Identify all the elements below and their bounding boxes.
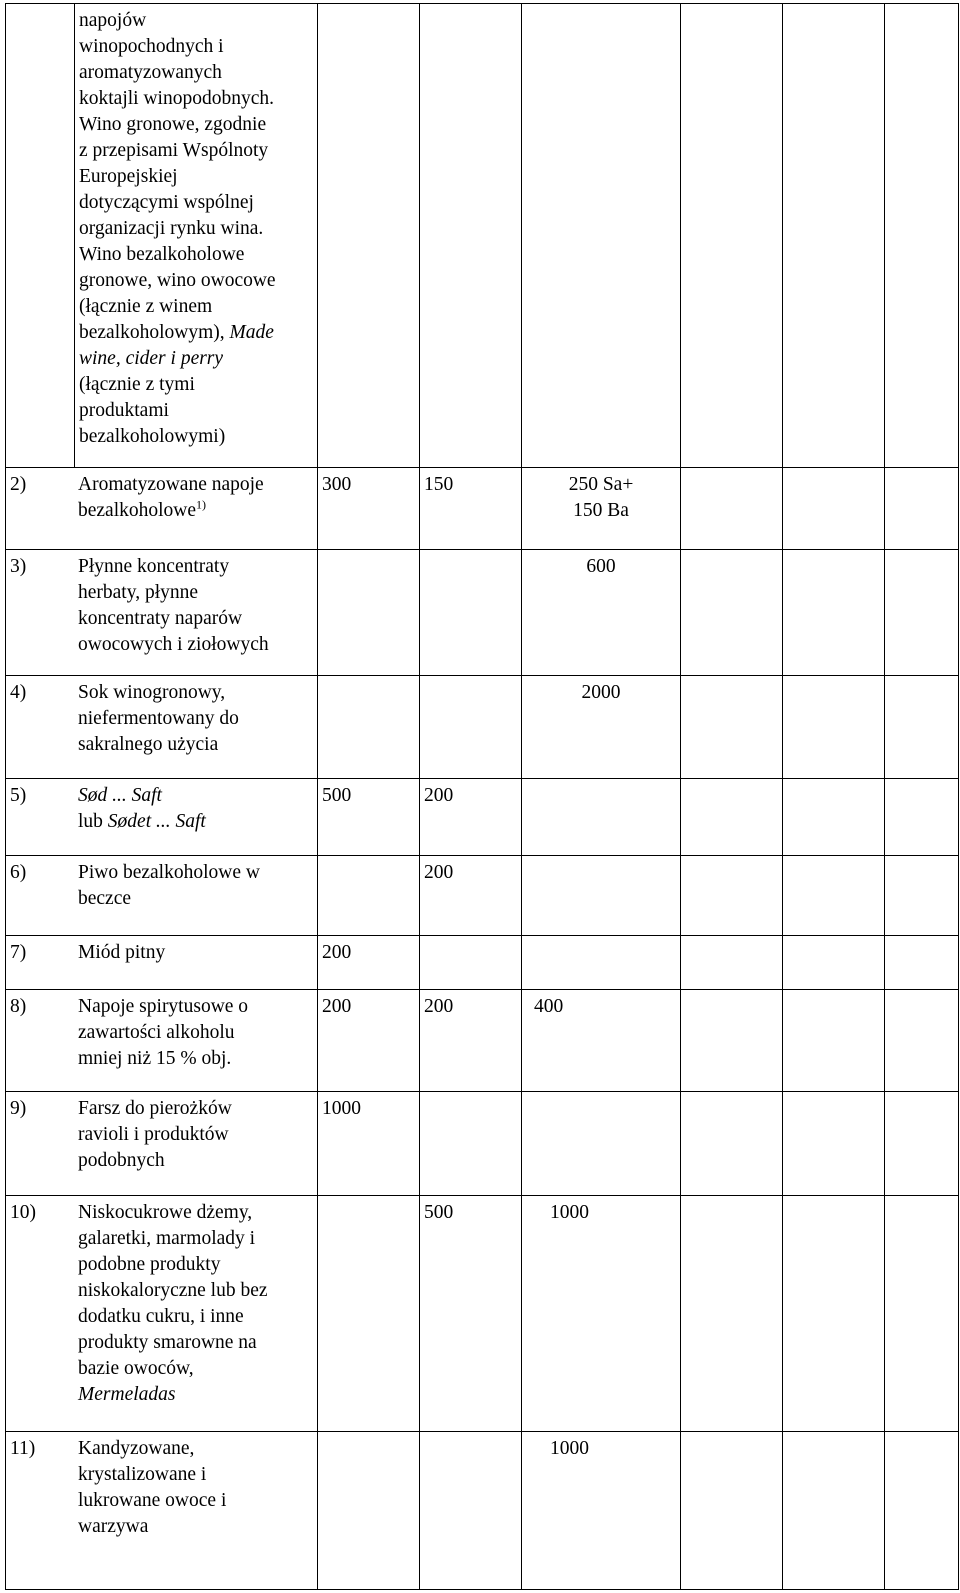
- value-cell: [318, 676, 420, 779]
- value-cell: [681, 936, 783, 990]
- value-cell: [885, 1432, 959, 1590]
- value-cell: [783, 990, 885, 1092]
- value-cell: [885, 779, 959, 856]
- value-cell: [681, 676, 783, 779]
- document-page: [5, 3, 958, 1589]
- value-cell: [522, 779, 681, 856]
- value-cell: [681, 550, 783, 676]
- value-cell: [318, 550, 420, 676]
- row-description: 6) Piwo bezalkoholowe w beczce: [6, 856, 318, 936]
- value-cell: [885, 4, 959, 468]
- value-cell: [318, 4, 420, 468]
- row-number: 11): [10, 1438, 36, 1459]
- value-cell: [885, 936, 959, 990]
- value-cell: [522, 856, 681, 936]
- value-cell: [318, 1432, 420, 1590]
- table-row: [6, 4, 959, 468]
- value-cell: [681, 4, 783, 468]
- value-cell: [885, 990, 959, 1092]
- value-cell: 2000: [522, 676, 681, 779]
- row-number: 9): [10, 1098, 27, 1119]
- row-description: 7) Miód pitny: [6, 936, 318, 990]
- row-number: 7): [10, 942, 27, 963]
- value-cell: [522, 1092, 681, 1196]
- value-cell: [522, 4, 681, 468]
- row-description: 2) Aromatyzowane napoje bezalkoholowe$^{1)}$: [6, 468, 318, 550]
- row-description: 8) Napoje spirytusowe o zawartości alkoholu mniej niż 15 % obj.: [6, 990, 318, 1092]
- value-cell: [783, 1092, 885, 1196]
- value-cell: 1000: [522, 1196, 681, 1432]
- table-row: [6, 856, 959, 936]
- row-number: 5): [10, 785, 27, 806]
- value-cell: 600: [522, 550, 681, 676]
- row-number: 10): [10, 1202, 36, 1223]
- value-cell: [885, 1092, 959, 1196]
- value-cell: 200: [318, 936, 420, 990]
- value-cell: [420, 550, 522, 676]
- value-cell: [885, 468, 959, 550]
- table-row: [6, 468, 959, 550]
- row-number: 6): [10, 862, 27, 883]
- value-cell: [783, 4, 885, 468]
- value-cell: [681, 779, 783, 856]
- additives-table: [5, 3, 959, 1590]
- value-cell: [783, 856, 885, 936]
- row-description: 4) Sok winogronowy, niefermentowany do sakralnego użycia: [6, 676, 318, 779]
- row-description: 3) Płynne koncentraty herbaty, płynne koncentraty naparów owocowych i ziołowych: [6, 550, 318, 676]
- value-cell: 200: [420, 990, 522, 1092]
- value-cell: [318, 856, 420, 936]
- value-cell: 200: [318, 990, 420, 1092]
- value-cell: [783, 1432, 885, 1590]
- value-cell: 500: [318, 779, 420, 856]
- row-description: 9) Farsz do pierożków ravioli i produktów podobnych: [6, 1092, 318, 1196]
- row-number: 3): [10, 556, 27, 577]
- row-number: [6, 4, 75, 468]
- value-cell: [783, 936, 885, 990]
- table-row: [6, 550, 959, 676]
- value-cell: 250 Sa+ 150 Ba: [522, 468, 681, 550]
- value-cell: [681, 1196, 783, 1432]
- table-row: [6, 1432, 959, 1590]
- value-cell: [783, 676, 885, 779]
- row-number: 8): [10, 996, 27, 1017]
- value-cell: [318, 1196, 420, 1432]
- row-description: 5) Sød ... Saft lub Sødet ... Saft: [6, 779, 318, 856]
- table-row: [6, 1196, 959, 1432]
- value-cell: [783, 468, 885, 550]
- value-cell: 300: [318, 468, 420, 550]
- value-cell: [420, 1432, 522, 1590]
- value-cell: [681, 1432, 783, 1590]
- table-row: [6, 936, 959, 990]
- value-cell: 200: [420, 779, 522, 856]
- value-cell: 200: [420, 856, 522, 936]
- table-row: [6, 990, 959, 1092]
- row-number: 4): [10, 682, 27, 703]
- value-cell: 150: [420, 468, 522, 550]
- value-cell: [783, 779, 885, 856]
- value-cell: [783, 550, 885, 676]
- row-description: 10) Niskocukrowe dżemy, galaretki, marmolady i podobne produkty niskokaloryczne lub bez dodatku cukru, i inne produkty smarowne na bazie owoców, Mermeladas: [6, 1196, 318, 1432]
- value-cell: [783, 1196, 885, 1432]
- value-cell: [681, 1092, 783, 1196]
- value-cell: [420, 936, 522, 990]
- value-cell: [681, 856, 783, 936]
- value-cell: [885, 550, 959, 676]
- table-row: [6, 1092, 959, 1196]
- value-cell: [681, 468, 783, 550]
- value-cell: 500: [420, 1196, 522, 1432]
- value-cell: 1000: [522, 1432, 681, 1590]
- value-cell: 1000: [318, 1092, 420, 1196]
- row-number: 2): [10, 474, 27, 495]
- table-row: [6, 779, 959, 856]
- row-description: 11) Kandyzowane, krystalizowane i lukrowane owoce i warzywa: [6, 1432, 318, 1590]
- value-cell: 400: [522, 990, 681, 1092]
- table-row: [6, 676, 959, 779]
- value-cell: [522, 936, 681, 990]
- value-cell: [885, 676, 959, 779]
- value-cell: [420, 4, 522, 468]
- row-description: napojów winopochodnych i aromatyzowanych koktajli winopodobnych. Wino gronowe, zgodnie z przepisami Wspólnoty Europejskiej dotyczącymi wspólnej organizacji rynku wina. Wino bezalkoholowe gronowe, wino owocowe (łącznie z winem bezalkoholowym), Made wine, cider i perry (łącznie z tymi produktami bezalkoholowymi): [75, 4, 318, 468]
- value-cell: [420, 676, 522, 779]
- value-cell: [420, 1092, 522, 1196]
- value-cell: [885, 856, 959, 936]
- value-cell: [681, 990, 783, 1092]
- value-cell: [885, 1196, 959, 1432]
